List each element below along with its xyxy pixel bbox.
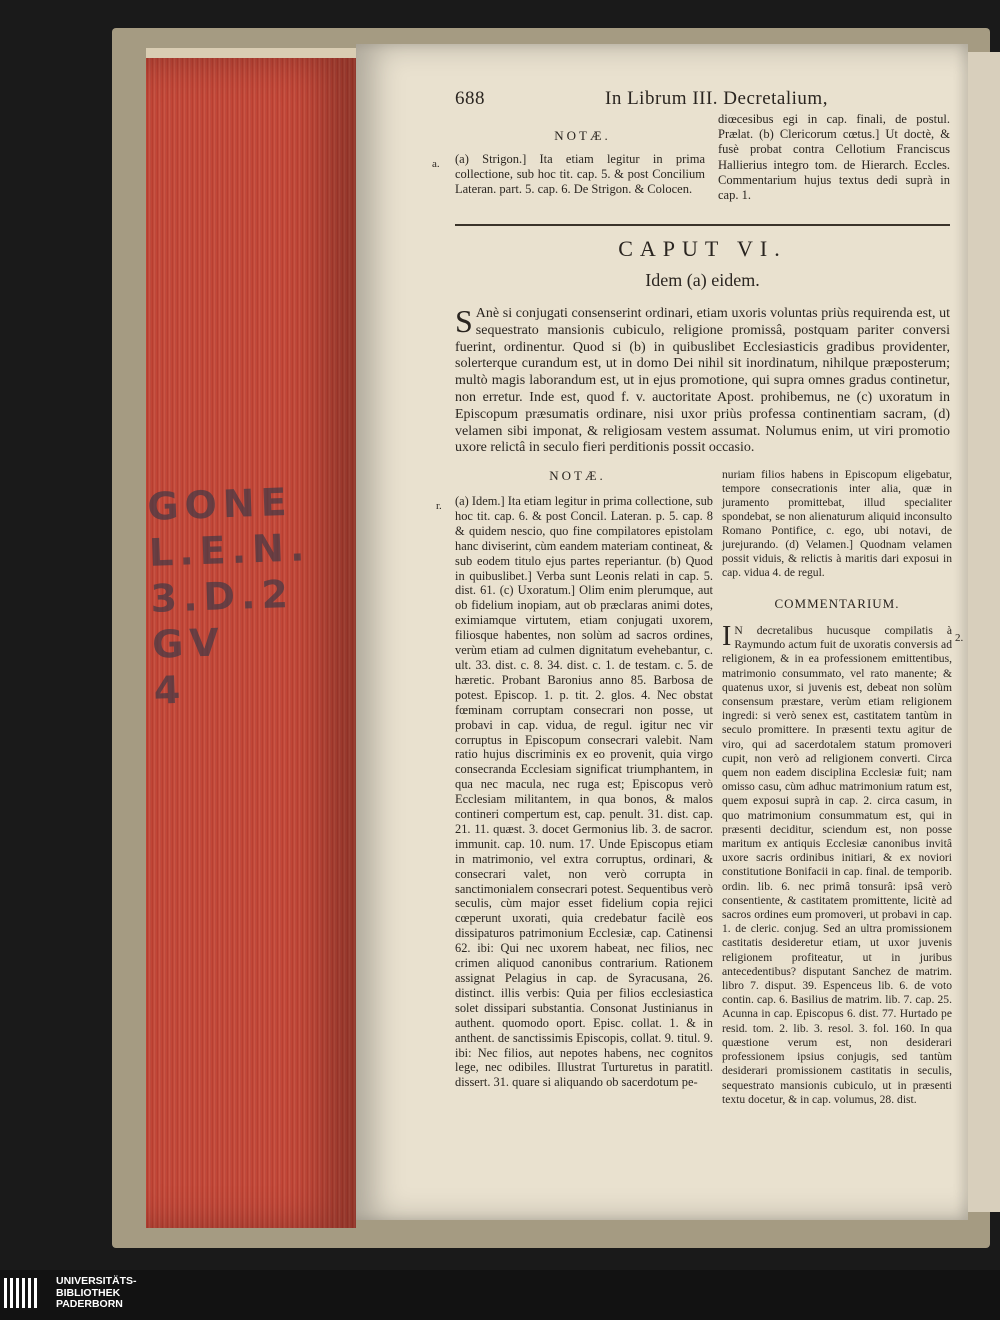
margin-marker: 2. [955, 632, 964, 644]
top-notae-right: diœcesibus egi in cap. finali, de postul. Prælat. (b) Clericorum cœtus.] Ut doctè, & fusè probat contra Cellotium Franciscus Hallierius integro tom. de Hierarch. Eccles. Commentarium hujus textus dedi suprà in cap. 1. [718, 112, 950, 203]
commentarium-body: N decretalibus hucusque compilatis à Raymundo actum fuit de uxoratis conversis ad religionem, & in ea professionem emittentibus, matrimonio consummato, vel rato manente; & quatenus uxor, si juvenis est, debeat non solùm consensum præstare, verùm etiam religionem ingredi: si verò senex est, castitatem tantùm in seculo promittere. In præsenti textu agitur de viro, qui ad sacerdotalem statum promoveri cupit, non verò ad religionem converti. Circa quem non eadem disciplina Ecclesiæ fuit; nam omisso casu, cùm adhuc matrimonium ratum est, quem exposui suprà in cap. 2. circa casum, in quo matrimonium consummatum est, qui in præsenti deciditur, sciendum est, non posse maritum ex antiquis Ecclesiæ canonibus invitâ uxore sacris ordinibus initiari, & ex noviori constitutione Bonifacii in cap. final. de temporib. ordin. lib. 6. nec primâ tonsurâ: ipsâ verò consentiente, & castitatem promittente, licitè ad sacros ordines eum promoveri, ut probavi in cap. 1. de cleric. conjug. Sed an ultra promissionem castitatis desideretur etiam, ut uxor juvenis religionem profiteatur, ut in juribus antecedentibus? disputant Sanchez de matrim. libro 7. disput. 39. Espenceus lib. 6. de voto contin. cap. 6. Basilius de matrim. lib. 7. cap. 25. Acunna in cap. Episcopus 6. dist. 77. Hurtado pe resid. tom. 2. lib. 3. resol. 3. fol. 160. In qua quæstione verum est, non desiderari professionem ipsius conjugis, sed tantùm desiderari promissionem castitatis in seculis, sequestrato mansionis cubiculo, ut in præsenti textu docetur, & in cap. volumus, 28. dist. [722, 624, 952, 1106]
stamp-line: L.E.N. [148, 525, 311, 575]
notes-heading: NOTÆ. [549, 468, 606, 483]
stamp-line: 4 [153, 667, 188, 713]
logo-line: PADERBORN [56, 1298, 123, 1310]
chapter-text [455, 303, 950, 457]
stamp-line: GV [151, 620, 226, 667]
commentarium-text [722, 621, 952, 1107]
library-stamp [146, 476, 374, 713]
margin-marker: a. [432, 158, 440, 170]
section-rule [455, 224, 950, 226]
top-notae-heading: NOTÆ. [554, 128, 611, 143]
stamp-line: 3.D.2 [149, 571, 295, 621]
top-notae-left: (a) Strigon.] Ita etiam legitur in prima collectione, sub hoc tit. cap. 5. & post Concilium Lateran. part. 5. cap. 6. De Strigon. & Colocen. [455, 152, 705, 197]
margin-marker: r. [436, 500, 442, 512]
dropcap: S [455, 303, 473, 339]
library-logo [4, 1274, 304, 1314]
logo-line: UNIVERSITÄTS- [56, 1275, 137, 1287]
running-title: In Librum III. Decretalium, [605, 88, 828, 109]
logo-line: BIBLIOTHEK [56, 1286, 121, 1299]
chapter-title: CAPUT VI. [618, 236, 787, 261]
notes-right-column: nuriam filios habens in Episcopum eligebatur, tempore consecrationis inter alia, quæ in juramento promittebat, illud specialiter spondebat, se non alienaturum aliquid inconsulto Romano Pontifice, c. ego, ubi notavi, de jurejurando. (d) Velamen.] Quodnam velamen possit viduis, & relictis à maritis dari exposui in cap. vidua 4. de regul. [722, 468, 952, 579]
next-page-edge [968, 52, 1000, 1212]
notes-left-column: (a) Idem.] Ita etiam legitur in prima collectione, sub hoc tit. cap. 6. & post Concil. Lateran. p. 5. cap. 8 & quidem nescio, quo fine compilatores epistolam hanc diviserint, cùm eandem materiam contineat, & sub eodem titulo ejus partes reperiantur. (b) Quod in quibuslibet.] Verba sunt Leonis relati in cap. 5. dist. 61. (c) Uxoratum.] Olim enim plerumque, aut ob fidelium inopiam, aut ob præclaras animi dotes, eximiamque virtutem, etiam conjugati uxorem, filiosque habentes, non solùm ad sacros ordines, verùm etiam ad culmen dignitatum evehebantur, c. ult. 33. dist. c. 8. 34. dist. c. 1. de testam. c. 5. de hæretic. Probant Baronius anno 85. Barbosa de potest. Episcop. 1. p. tit. 2. glos. 4. Nec obstat fœminam corruptam consecrari non posse, ut probavi in cap. vidua, de regul. igitur nec vir corruptus in Episcopum consecrari valebit. Nam ratio hujus discriminis ex eo provenit, quia virgo consecranda Ecclesiam significat triumphantem, in qua nec macula, nec ruga est; Episcopus verò Ecclesiam militantem, in qua bonos, & malos contineri compertum est, cap. penult. 31. dist. cap. 21. 11. quæst. 3. docet Germonius lib. 3. de sacror. immunit. cap. 10. num. 17. Unde Episcopus etiam in matrimonio, vel extra corruptus, ordinari, & consecrari valet, non verò corrupta in sanctimonialem consecrari potest. Sequentibus verò seculis, cùm major esset fidelium copia rejici cœperunt uxorati, quia credebatur facilè eos dissipaturos patrimonium Ecclesiæ, cap. Catinensi 62. ibi: Qui nec uxorem habeat, nec filios, nec crimen aliquod canonibus contrarium. Rationem assignat Pelagius in cap. de Syracusana, 26. distinct. illis verbis: Quia per filios ecclesiastica solet dissipari substantia. Consonat Justinianus in authent. quomodo oport. Episc. collat. 1. & in anthent. de sanctissimis Episcopis, collat. 9. titul. 9. ibi: Nec filios, aut nepotes habens, nec cognitos lege, nec odibiles. Illustrat Turturetus in paratitl. dissert. 31. quare si aliquando ob sacerdotum pe- [455, 494, 713, 1090]
commentarium-heading: COMMENTARIUM. [774, 596, 900, 611]
page-number: 688 [455, 88, 485, 109]
dropcap: I [722, 621, 732, 652]
chapter-subtitle: Idem (a) eidem. [645, 270, 760, 290]
chapter-body: Anè si conjugati consenserint ordinari, etiam uxoris voluntas priùs requirenda est, ut sequestrato mansionis cubiculo, religione promissâ, postquam pariter conversi fuerint, ordinentur. Quod si (b) in quibuslibet Ecclesiasticis gradibus providenter, solerterque curandum est, ut in domo Dei nihil sit inordinatum, nihilque præposterum; multò magis laborandum est, ut in ejus promotione, qui supra omnes gradus continetur, non erretur. Inde est, quod f. v. auctoritate Apost. prohibemus, ne (c) uxoratum in Episcopum præsumatis ordinare, nisi uxor priùs professa continentiam sacram, (d) velamen sibi imponat, & religiosam vestem assumat. Nolumus enim, ut viri promotio uxore relictâ in seculo fieri perditionis possit occasio. [455, 306, 950, 456]
logo-bars-icon [4, 1278, 40, 1312]
logo-text [56, 1276, 137, 1311]
stamp-line: GONE [146, 479, 294, 529]
